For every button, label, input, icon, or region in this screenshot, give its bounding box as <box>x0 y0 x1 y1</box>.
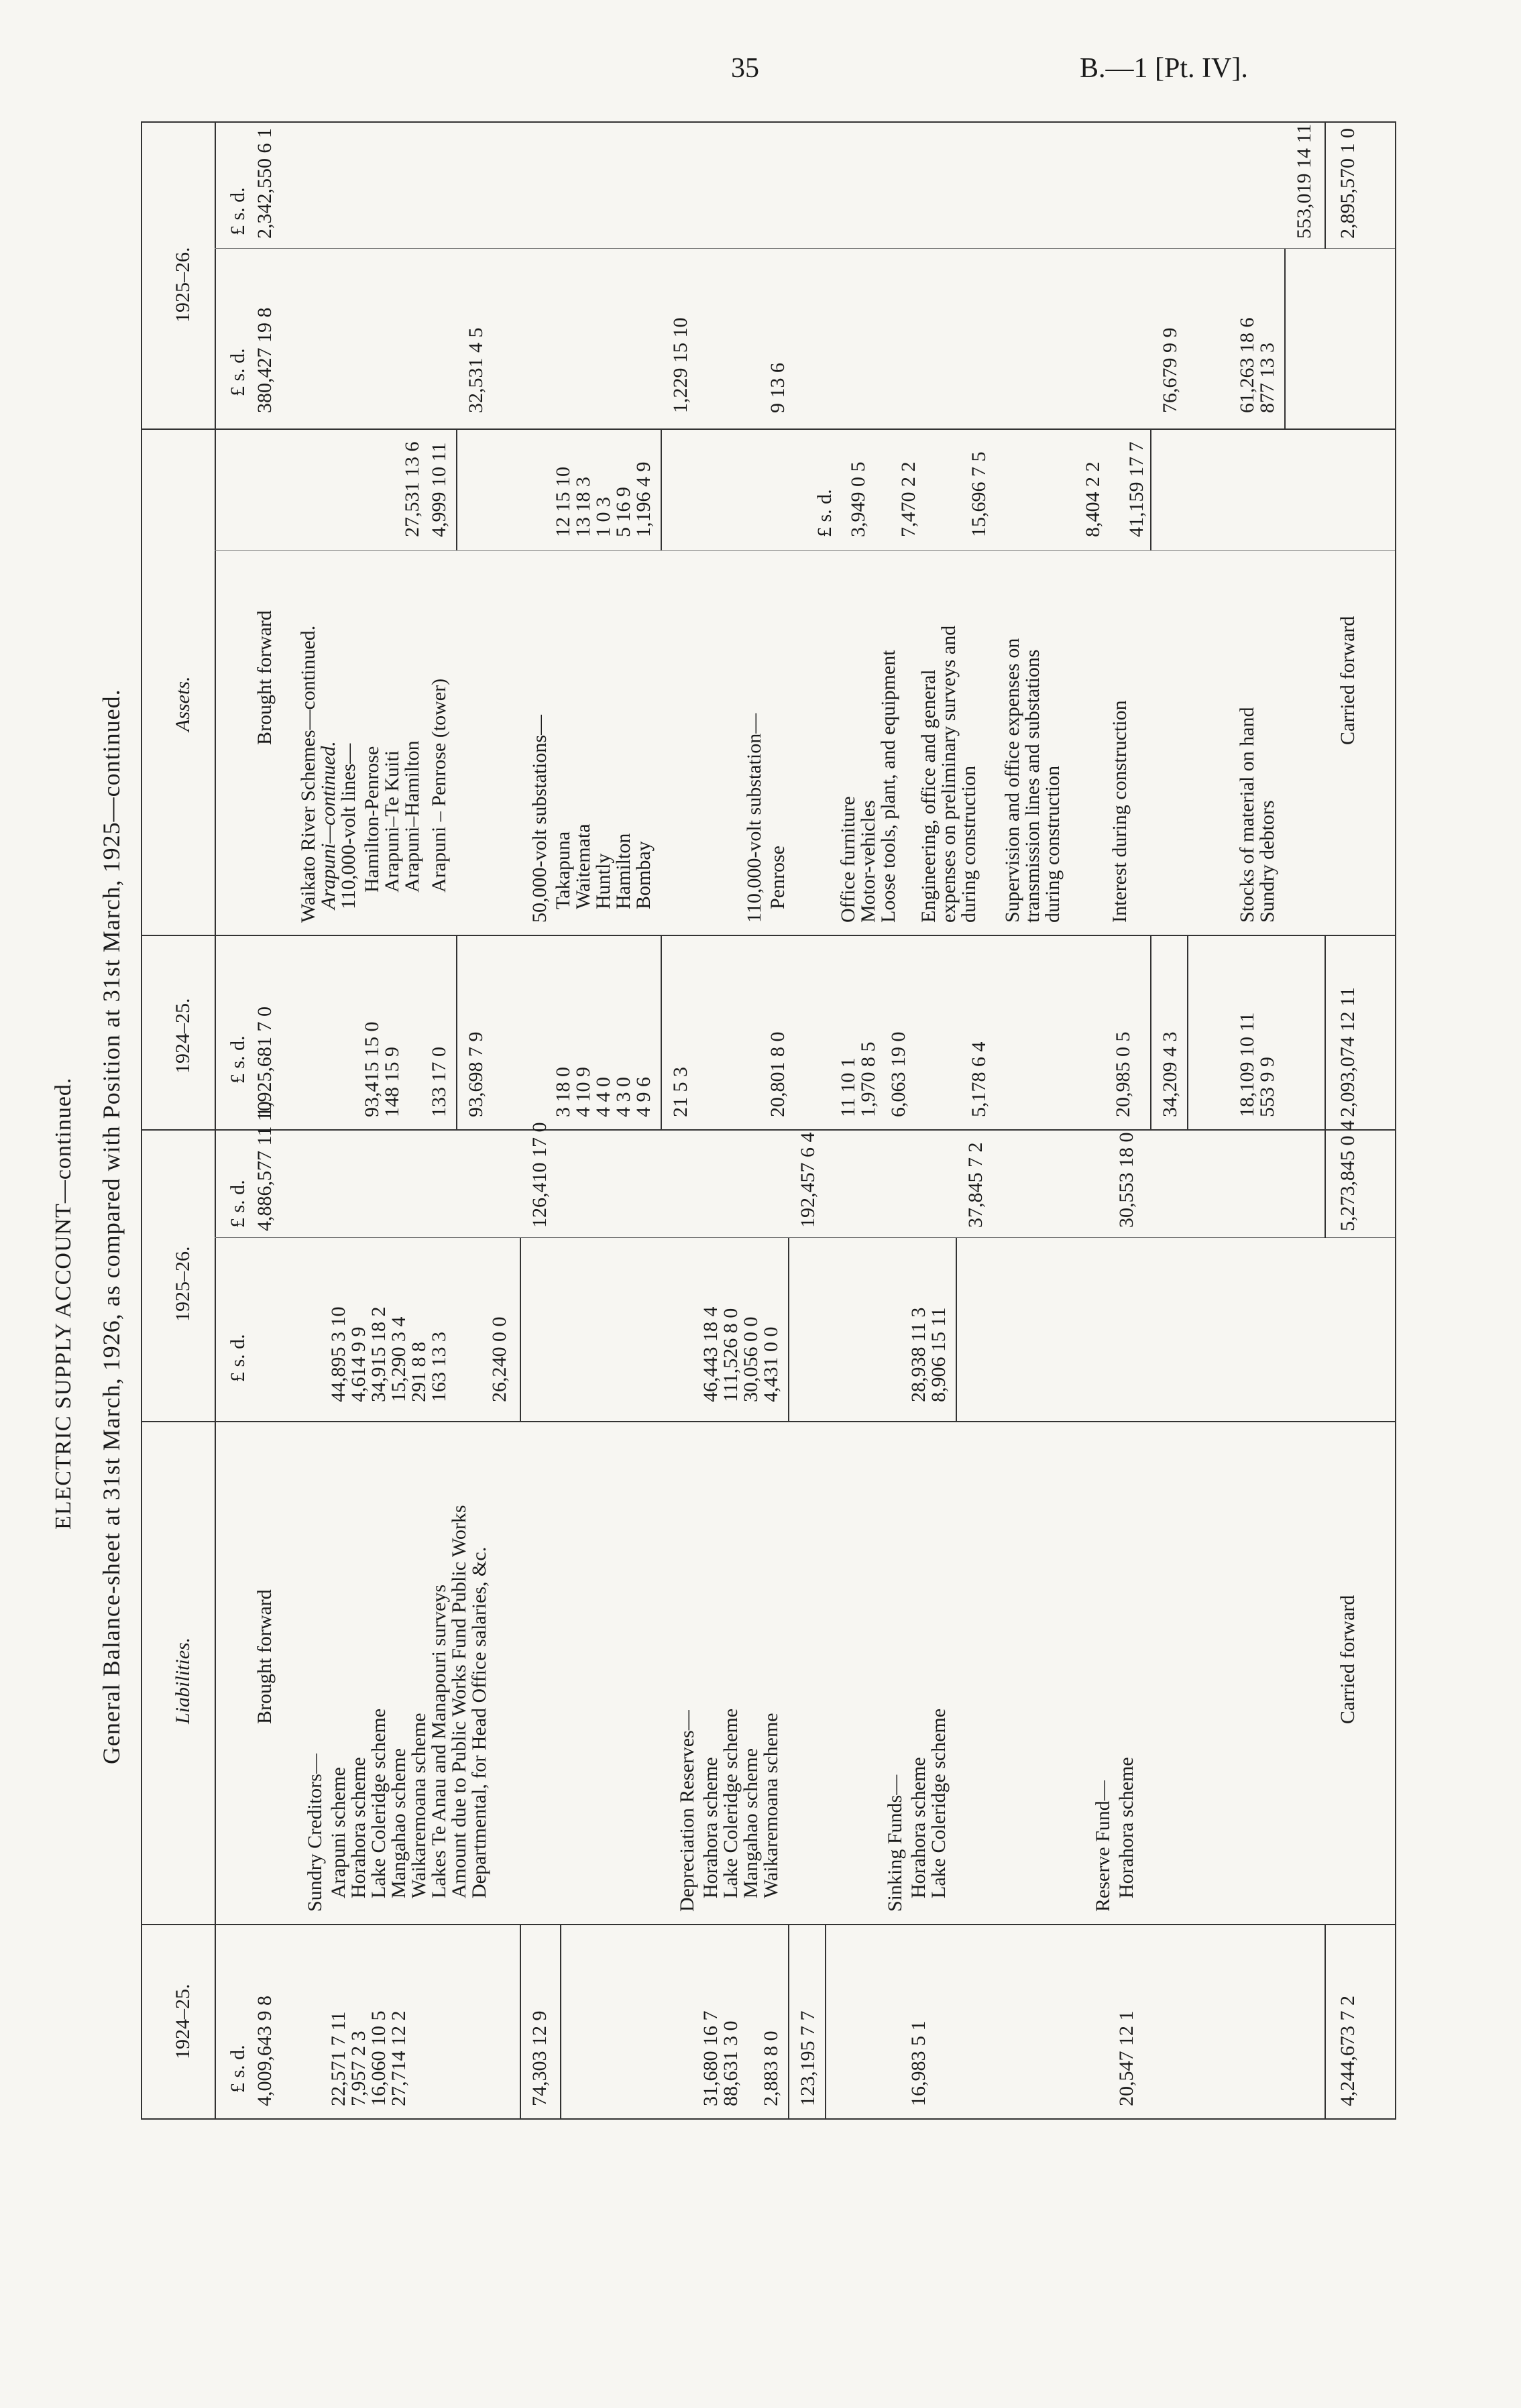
liab-year-curr: 1925–26. <box>172 1246 194 1322</box>
dr-rule-prev <box>788 1925 789 2120</box>
liab-cf-curr: 5,273,845 0 4 <box>1337 1121 1359 1231</box>
dr-label-0: Horahora scheme <box>699 1757 722 1898</box>
rf-curr-0: 30,553 18 0 <box>1115 1132 1137 1228</box>
s50-prev-3: 4 3 0 <box>612 1077 634 1117</box>
stocks-debtors-total: 553,019 14 11 <box>1293 123 1315 239</box>
sc-label-2: Lake Coleridge scheme <box>368 1708 390 1898</box>
dr-prev-1: 88,631 3 0 <box>720 2020 742 2106</box>
other-label-2: Loose tools, plant, and equipment <box>877 650 899 923</box>
sf-rule-curr <box>956 1238 957 1422</box>
liab-cf-prev: 4,244,673 7 2 <box>1337 1996 1359 2106</box>
arapuni-heading: Arapuni—continued. <box>317 741 339 909</box>
sinking-funds-label: Sinking Funds— <box>884 1774 906 1912</box>
other-detail-5: 41,159 17 7 <box>1125 441 1147 537</box>
liab-cf-rule-curr <box>1325 1131 1326 1238</box>
l110-label-1: Arapuni–Te Kuiti <box>381 750 403 893</box>
sheet-title: General Balance-sheet at 31st March, 1926, as compared with Position at 31st March, 1925—continued. <box>98 689 125 1764</box>
dr-rule-curr <box>788 1238 789 1422</box>
s50-prev-1: 4 10 9 <box>572 1067 594 1117</box>
lines-110-label: 110,000-volt lines— <box>337 743 359 909</box>
sc-prev-2: 16,060 10 5 <box>368 2010 390 2106</box>
rule-asset-prev <box>141 935 1395 936</box>
l110-rule-detail <box>456 430 457 551</box>
dr-prev-0: 31,680 16 7 <box>699 2010 722 2106</box>
liab-year-prev: 1924–25. <box>172 1984 194 2059</box>
s110-prev-0: 20,801 8 0 <box>767 1031 789 1117</box>
sc-rule-after <box>560 1925 561 2120</box>
other-total-curr: 76,679 9 9 <box>1159 327 1181 413</box>
sc-rule-prev <box>520 1925 521 2120</box>
l110-total-curr: 32,531 4 5 <box>465 327 487 413</box>
sf-curr-0: 28,938 11 3 <box>907 1307 929 1402</box>
l110-detail-2: 27,531 13 6 <box>401 441 423 537</box>
currency-head-liab-curr: £ s. d. <box>227 1180 249 1228</box>
other-detail-0: 3,949 0 5 <box>847 461 869 537</box>
rule-center <box>141 1129 1395 1131</box>
liabilities-heading: Liabilities. <box>172 1637 194 1724</box>
dr-rule-after <box>825 1925 826 2120</box>
rule-liab-prev <box>141 1924 1395 1925</box>
s50-label-0: Takapuna <box>552 831 574 909</box>
asset-cf-rule-curr <box>1325 123 1326 249</box>
stocks-label: Stocks of material on hand <box>1236 707 1258 923</box>
asset-bf-label: Brought forward <box>253 610 276 745</box>
header-rule <box>215 121 216 2120</box>
s50-label-1: Waitemata <box>572 823 594 909</box>
stocks-prev: 18,109 10 11 <box>1236 1012 1258 1117</box>
s50-prev-4: 4 9 6 <box>632 1077 655 1117</box>
l110-label-3: Arapuni – Penrose (tower) <box>428 678 450 893</box>
sc-label-6: Amount due to Public Works Fund Public Works Departmental, for Head Office salaries, &c. <box>448 1505 490 1898</box>
currency-head-liab-prev: £ s. d. <box>227 2045 249 2093</box>
liab-cf-rule-prev <box>1325 1925 1326 2120</box>
s50-prev-0: 3 18 0 <box>552 1067 574 1117</box>
reserve-fund-label: Reserve Fund— <box>1092 1780 1114 1912</box>
other-prev-1: 1,970 8 5 <box>857 1041 879 1117</box>
dr-label-3: Waikaremoana scheme <box>760 1713 782 1898</box>
s50-detail-4: 1,196 4 9 <box>632 461 655 537</box>
s50-rule-detail <box>661 430 662 551</box>
other-detail-3: 15,696 7 5 <box>968 451 990 537</box>
currency-head-asset-inner: £ s. d. <box>227 348 249 396</box>
rule-asset-detail <box>215 550 1395 551</box>
sc-total-prev: 74,303 12 9 <box>528 2010 551 2106</box>
other-rule-prev <box>1150 936 1151 1131</box>
substation-110-label: 110,000-volt substation— <box>743 713 765 923</box>
other-label-4: Supervision and office expenses on transmission lines and substations during construction <box>1001 638 1064 923</box>
s110-label-0: Penrose <box>767 846 789 909</box>
dr-label-2: Mangahao scheme <box>740 1747 762 1898</box>
rf-prev-0: 20,547 12 1 <box>1115 2010 1137 2106</box>
liab-bf-prev: 4,009,643 9 8 <box>253 1996 276 2106</box>
debtors-prev: 553 9 9 <box>1256 1057 1278 1117</box>
liab-bf-curr: 4,886,577 11 10 <box>253 1101 276 1231</box>
sc-label-5: Lakes Te Anau and Manapouri surveys <box>428 1584 450 1898</box>
sc-rule-curr <box>520 1238 521 1422</box>
l110-detail-3: 4,999 10 11 <box>428 442 450 537</box>
other-prev-3: 5,178 6 4 <box>968 1041 990 1117</box>
dr-curr-0: 46,443 18 4 <box>699 1306 722 1402</box>
asset-cf-prev: 2,093,074 12 11 <box>1337 987 1359 1117</box>
sc-prev-3: 27,714 12 2 <box>388 2010 410 2106</box>
s50-total-prev: 21 5 3 <box>669 1067 691 1117</box>
dr-curr-2: 30,056 0 0 <box>740 1316 762 1402</box>
s50-detail-0: 12 15 10 <box>552 467 574 537</box>
s50-prev-2: 4 4 0 <box>592 1077 614 1117</box>
debtors-curr: 877 13 3 <box>1256 343 1278 413</box>
other-label-3: Engineering, office and general expenses on preliminary surveys and during construction <box>917 625 980 923</box>
page-number: 35 <box>731 53 759 84</box>
liab-bf-label: Brought forward <box>253 1589 276 1724</box>
sc-label-4: Waikaremoana scheme <box>408 1713 430 1898</box>
l110-prev-3: 133 17 0 <box>428 1047 450 1117</box>
rule-top <box>141 121 142 2120</box>
other-rule-detail <box>1150 430 1151 551</box>
asset-year-prev: 1924–25. <box>172 998 194 1074</box>
rule-asset-inner <box>215 248 1395 249</box>
asset-cf-curr: 2,895,570 1 0 <box>1337 128 1359 239</box>
s50-total-curr: 1,229 15 10 <box>669 317 691 413</box>
l110-prev-1: 148 15 9 <box>381 1047 403 1117</box>
currency-head-liab-inner: £ s. d. <box>227 1334 249 1382</box>
other-prev-5: 20,985 0 5 <box>1112 1031 1134 1117</box>
sc-curr-5: 163 13 3 <box>428 1332 450 1402</box>
waikato-heading: Waikato River Schemes—continued. <box>297 625 319 923</box>
s50-label-4: Bombay <box>632 841 655 909</box>
liab-cf-label: Carried forward <box>1337 1595 1359 1724</box>
sc-total-curr: 126,410 17 0 <box>528 1122 551 1228</box>
sundry-creditors-label: Sundry Creditors— <box>304 1754 326 1912</box>
asset-cf-rule-prev <box>1325 936 1326 1131</box>
s50-detail-3: 5 16 9 <box>612 487 634 537</box>
sf-label-1: Lake Coleridge scheme <box>927 1708 950 1898</box>
s50-detail-2: 1 0 3 <box>592 497 614 537</box>
sc-label-0: Arapuni scheme <box>327 1767 349 1898</box>
other-rule-after <box>1187 936 1188 1131</box>
l110-label-2: Arapuni–Hamilton <box>401 740 423 893</box>
rule-liab-inner <box>215 1237 1395 1238</box>
sc-curr-2: 34,915 18 2 <box>368 1306 390 1402</box>
currency-head-asset-prev: £ s. d. <box>227 1035 249 1084</box>
other-detail-2: 7,470 2 2 <box>897 461 919 537</box>
s50-label-3: Hamilton <box>612 833 634 909</box>
rule-right <box>141 121 1395 123</box>
other-label-1: Motor-vehicles <box>857 800 879 923</box>
dr-label-1: Lake Coleridge scheme <box>720 1708 742 1898</box>
dr-prev-3: 2,883 8 0 <box>760 2030 782 2106</box>
dr-curr-3: 4,431 0 0 <box>760 1326 782 1402</box>
l110-prev-0: 93,415 15 0 <box>361 1021 383 1117</box>
stocks-curr: 61,263 18 6 <box>1236 317 1258 413</box>
sc-prev-0: 22,571 7 11 <box>327 2011 349 2106</box>
l110-rule-prev <box>456 936 457 1131</box>
other-currency-head: £ s. d. <box>813 489 836 537</box>
s50-rule-prev <box>661 936 662 1131</box>
debtors-label: Sundry debtors <box>1256 800 1278 923</box>
dr-curr-1: 111,526 8 0 <box>720 1308 742 1402</box>
depreciation-label: Depreciation Reserves— <box>676 1710 698 1912</box>
sc-curr-0: 44,895 3 10 <box>327 1306 349 1402</box>
other-detail-4: 8,404 2 2 <box>1082 461 1104 537</box>
rf-label-0: Horahora scheme <box>1115 1757 1137 1898</box>
asset-bf-curr: 2,342,550 6 1 <box>253 128 276 239</box>
sc-curr-6: 26,240 0 0 <box>488 1316 510 1402</box>
rule-left <box>141 2118 1395 2120</box>
other-prev-0: 11 10 1 <box>837 1057 859 1117</box>
dr-total-curr: 192,457 6 4 <box>797 1132 819 1228</box>
sc-curr-1: 4,614 9 9 <box>347 1326 370 1402</box>
report-reference: B.—1 [Pt. IV]. <box>1080 53 1248 84</box>
l110-total-prev: 93,698 7 9 <box>465 1031 487 1117</box>
substations-50-label: 50,000-volt substations— <box>528 714 551 923</box>
asset-cf-label: Carried forward <box>1337 616 1359 745</box>
rule-liab-desc <box>141 1421 1395 1422</box>
sf-curr-1: 8,906 15 11 <box>927 1307 950 1402</box>
l110-label-0: Hamilton-Penrose <box>361 746 383 893</box>
other-total-prev: 34,209 4 3 <box>1159 1031 1181 1117</box>
sc-label-1: Horahora scheme <box>347 1757 370 1898</box>
sf-label-0: Horahora scheme <box>907 1757 929 1898</box>
sd-rule <box>1284 249 1286 430</box>
sc-curr-4: 291 8 8 <box>408 1342 430 1402</box>
other-label-5: Interest during construction <box>1109 700 1131 923</box>
asset-bf-curr-inner: 380,427 19 8 <box>253 307 276 413</box>
currency-head-asset-curr: £ s. d. <box>227 187 249 235</box>
s110-curr-0: 9 13 6 <box>767 363 789 413</box>
sf-prev-0: 16,983 5 1 <box>907 2020 929 2106</box>
sc-label-3: Mangahao scheme <box>388 1747 410 1898</box>
s50-label-2: Huntly <box>592 853 614 909</box>
rule-asset-desc <box>141 428 1395 430</box>
rule-bottom <box>1395 121 1396 2120</box>
s50-detail-1: 13 18 3 <box>572 477 594 537</box>
asset-year-curr: 1925–26. <box>172 247 194 323</box>
asset-bf-prev: 1,925,681 7 0 <box>253 1007 276 1117</box>
sc-curr-3: 15,290 3 4 <box>388 1316 410 1402</box>
other-label-0: Office furniture <box>837 796 859 923</box>
account-title: ELECTRIC SUPPLY ACCOUNT—continued. <box>51 1077 76 1530</box>
other-prev-2: 6,063 19 0 <box>887 1031 909 1117</box>
sc-prev-1: 7,957 2 3 <box>347 2030 370 2106</box>
dr-total-prev: 123,195 7 7 <box>797 2010 819 2106</box>
sf-total-curr: 37,845 7 2 <box>964 1142 987 1228</box>
assets-heading: Assets. <box>172 676 194 732</box>
